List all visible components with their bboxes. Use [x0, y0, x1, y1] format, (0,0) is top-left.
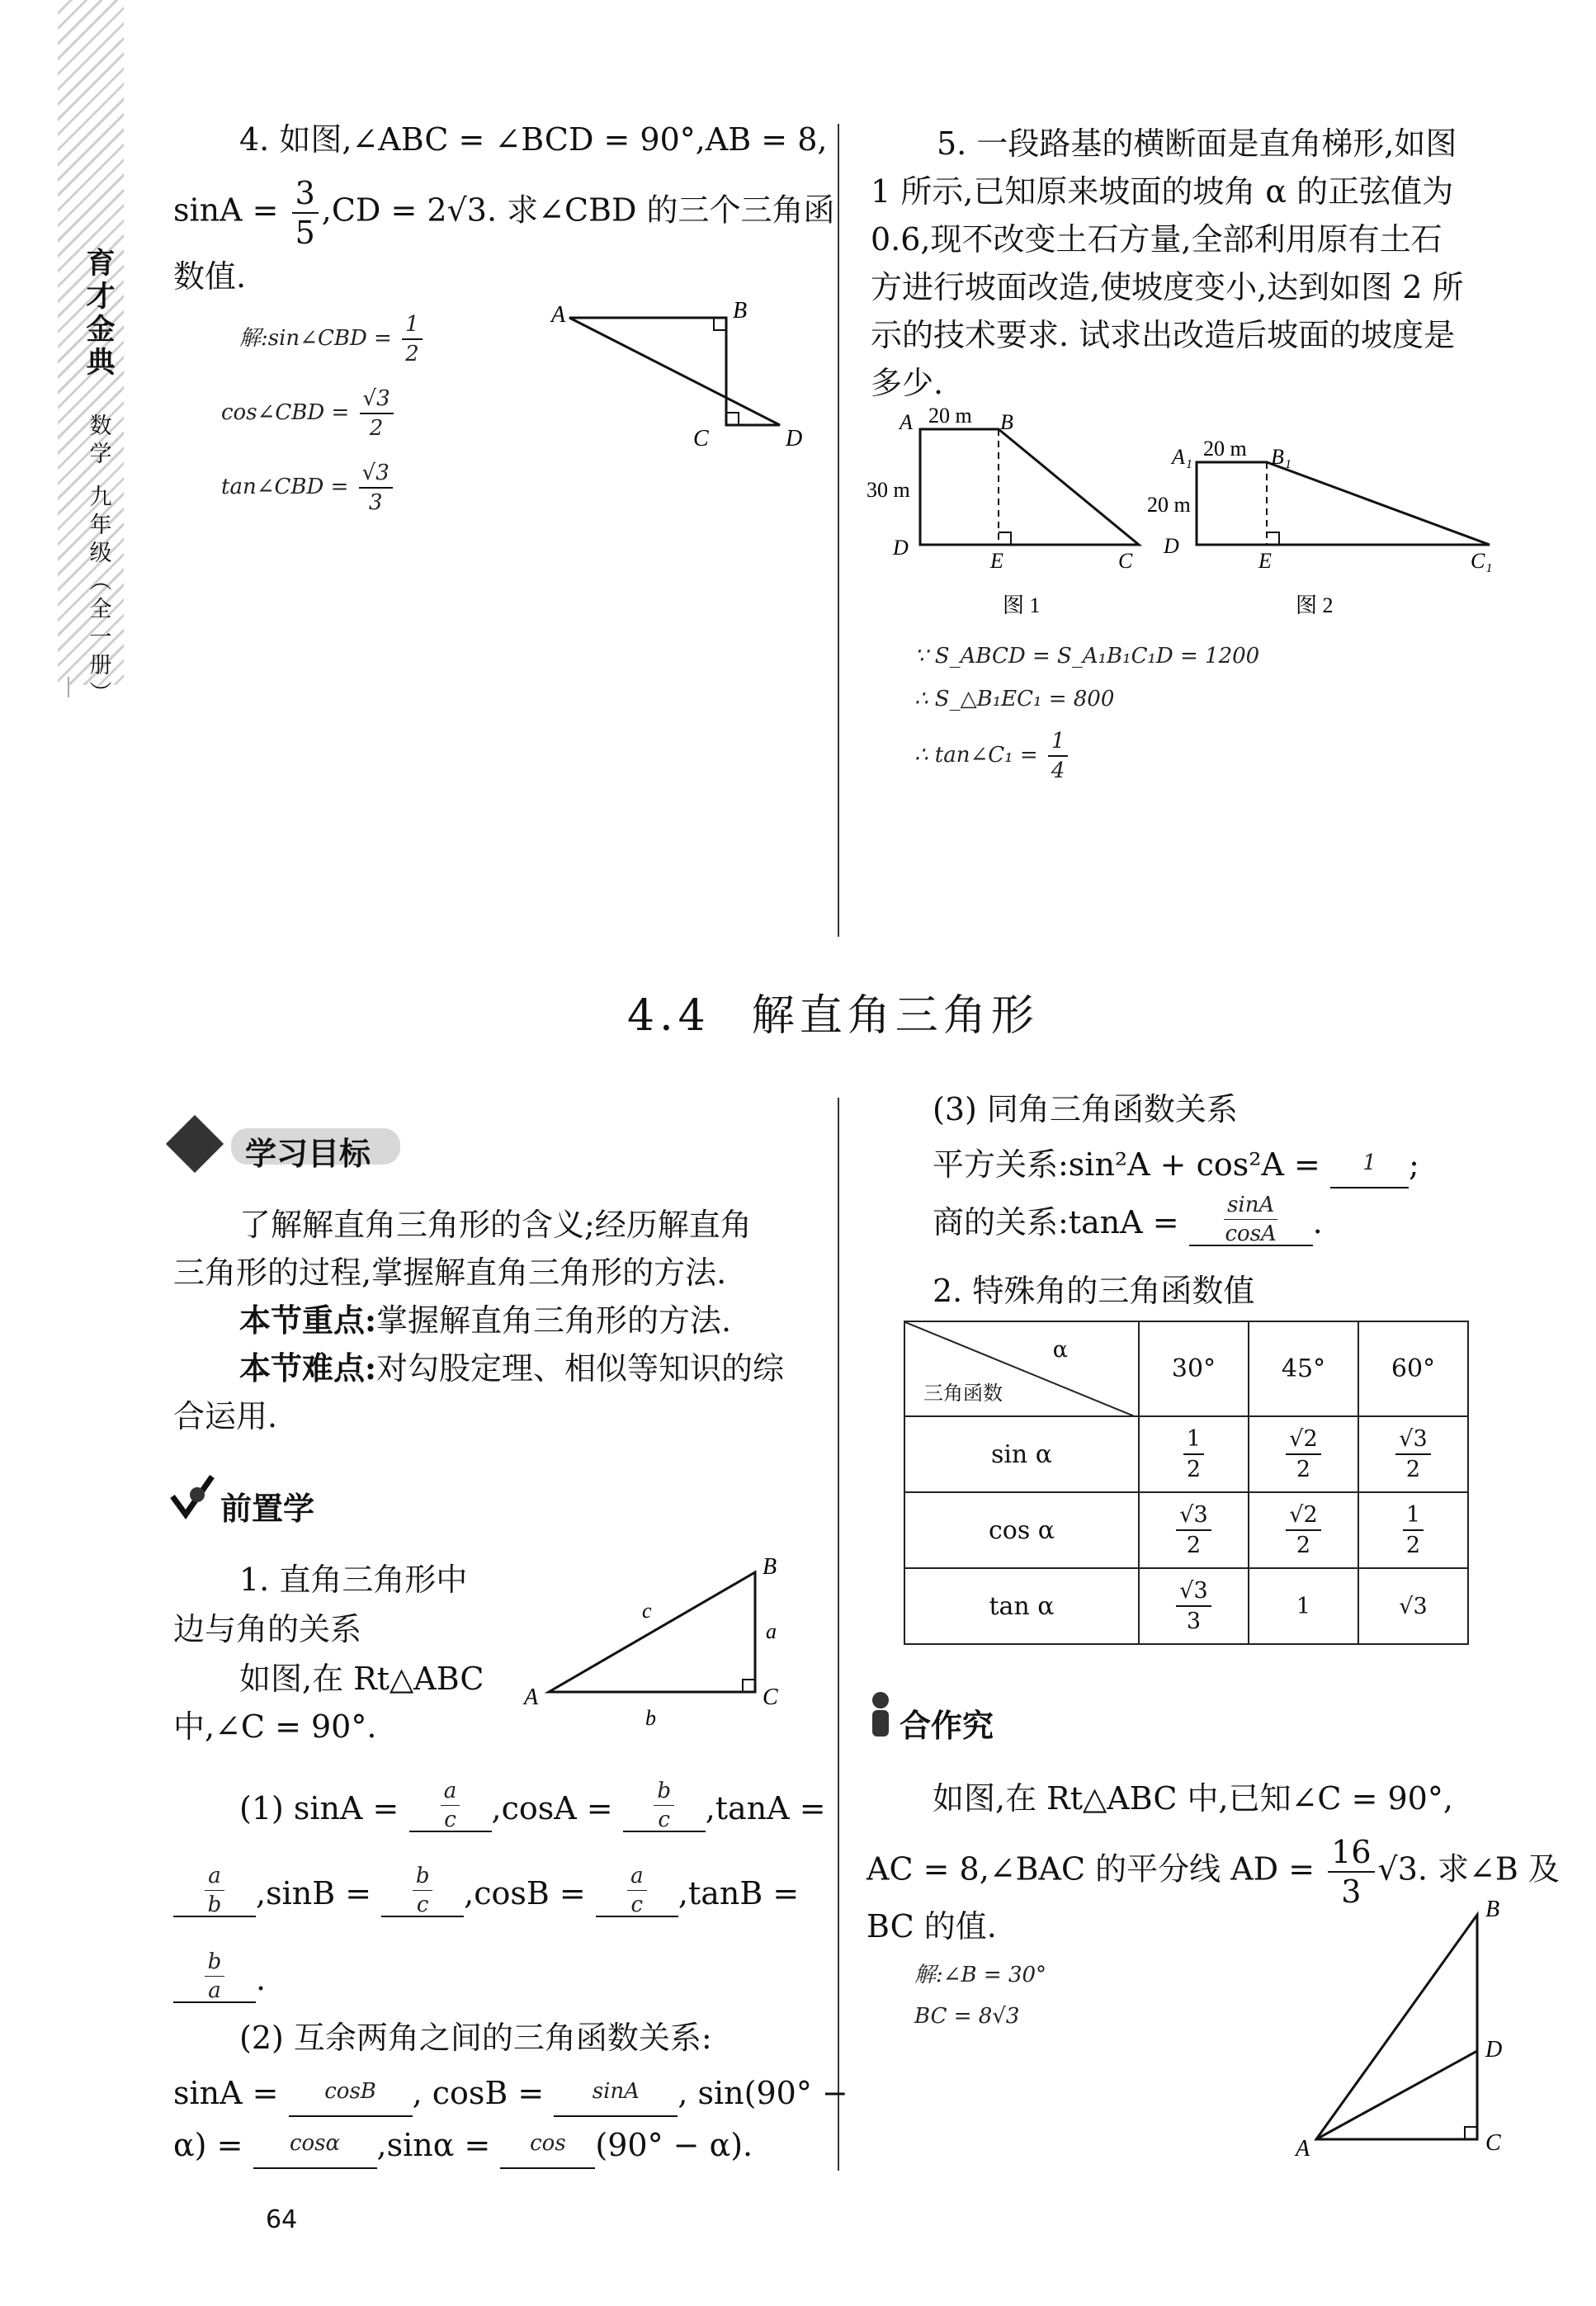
coop-line3: BC 的值.: [866, 1908, 997, 1945]
svg-text:c: c: [642, 1599, 652, 1623]
svg-text:b: b: [645, 1706, 656, 1729]
svg-text:B: B: [763, 1556, 777, 1580]
svg-text:A: A: [1296, 2136, 1310, 2162]
svg-text:D: D: [1164, 534, 1179, 558]
figure-2-caption: 图 2: [1296, 593, 1334, 617]
q4-sin-fraction: $\frac{3}{5}$: [292, 177, 319, 248]
angle-60: 60°: [1358, 1321, 1468, 1416]
pre-badge-label: 前置学: [220, 1491, 315, 1527]
goals-badge-label: 学习目标: [245, 1136, 371, 1172]
q5-figure-1: [866, 404, 1164, 627]
q5-answer-3: ∴ tan∠C₁ = $\frac{1}{4}$: [914, 730, 1071, 782]
svg-text:C: C: [763, 1685, 778, 1710]
pre-row2: $\frac{a}{b}$ ,sinB = $\frac{b}{c}$ ,cosB = $\frac{a}{c}$ ,tanB =: [173, 1864, 799, 1917]
q5-answer-1: ∵ S_ABCD = S_A₁B₁C₁D = 1200: [914, 644, 1260, 669]
pre-comp-line1: sinA = cosB , cosB = sinA , sin(90° −: [173, 2067, 848, 2117]
svg-text:B₁: B₁: [1271, 445, 1291, 469]
column-divider-bottom: [838, 1098, 839, 2171]
pre-badge: [169, 1465, 417, 1531]
q5-text: 5. 一段路基的横断面是直角梯形,如图 1 所示,已知原来坡面的坡角 α 的正弦值为 0.6,现不改变土石方量,全部利用原有土石 方进行坡面改造,使坡度变小,达到如图 2 所 示的技术要求. 试求出改造后坡面的坡度是 多少.: [871, 125, 1464, 401]
svg-text:C₁: C₁: [1471, 549, 1493, 573]
table-row: sin α $\frac{1}{2}$ $\frac{√2}{2}$ $\frac{√3}{2}$: [904, 1416, 1468, 1492]
q4-answer-2: cos∠CBD = $\frac{√3}{2}$: [221, 388, 397, 439]
svg-text:20 m: 20 m: [1147, 493, 1191, 517]
svg-text:A: A: [524, 1685, 539, 1710]
svg-text:20 m: 20 m: [1203, 437, 1247, 461]
table-header-cell: α 三角函数: [904, 1321, 1139, 1416]
sidebar-brand: 育 才 金 典: [86, 247, 116, 380]
column-divider-top: [838, 124, 839, 937]
special-angle-table: [904, 1321, 1469, 1645]
side-stripe-line: [68, 677, 69, 697]
pre-row3: $\frac{b}{a}$ .: [173, 1949, 266, 2003]
special-title: 2. 特殊角的三角函数值: [933, 1273, 1255, 1309]
svg-text:D: D: [1485, 2037, 1503, 2063]
angle-45: 45°: [1249, 1321, 1358, 1416]
q4-line3: 数值.: [173, 258, 247, 295]
coop-answer-1: 解:∠B = 30°: [914, 1963, 1047, 1987]
pre-comp-title: (2) 互余两角之间的三角函数关系:: [239, 2020, 712, 2056]
figure-1-caption: 图 1: [1003, 593, 1041, 617]
same-title: (3) 同角三角函数关系: [933, 1091, 1238, 1127]
same-square-relation: 平方关系:sin²A + cos²A = 1 ;: [933, 1139, 1419, 1188]
pre-comp-line2: α) = cosα ,sinα = cos (90° − α).: [173, 2119, 753, 2169]
coop-answer-2: BC = 8√3: [914, 2004, 1020, 2029]
svg-text:D: D: [893, 536, 909, 560]
q4-line2: sinA = $\frac{3}{5}$ ,CD = 2√3. 求∠CBD 的三个三角函: [173, 175, 835, 251]
coop-triangle-figure: [1287, 1898, 1535, 2171]
table-row: cos α $\frac{√3}{2}$ $\frac{√2}{2}$ $\frac{1}{2}$: [904, 1492, 1468, 1568]
coop-line2: AC = 8,∠BAC 的平分线 AD = $\frac{16}{3}$ √3. 求∠B 及: [866, 1834, 1560, 1910]
svg-text:E: E: [1258, 549, 1272, 573]
goals-text: 了解解直角三角形的含义;经历解直角 三角形的过程,掌握解直角三角形的方法. 本节重点:掌握解直角三角形的方法. 本节难点:对勾股定理、相似等知识的综 合运用.: [173, 1207, 785, 1434]
svg-text:A: A: [900, 410, 913, 434]
pre-intro1: 如图,在 Rt△ABC: [239, 1661, 484, 1697]
pre-intro2: 中,∠C = 90°.: [173, 1708, 377, 1745]
svg-text:30 m: 30 m: [866, 478, 910, 502]
page-number: 64: [266, 2205, 298, 2234]
q4-figure: [545, 297, 825, 454]
svg-text:a: a: [766, 1619, 777, 1643]
person-icon: [866, 1690, 895, 1740]
angle-30: 30°: [1139, 1321, 1249, 1416]
q4-answer-3: tan∠CBD = $\frac{√3}{3}$: [221, 462, 396, 513]
svg-text:E: E: [990, 549, 1003, 573]
q4-label-C: C: [693, 426, 709, 451]
svg-text:A₁: A₁: [1172, 445, 1192, 469]
pre-item1a: 1. 直角三角形中: [239, 1562, 468, 1598]
section-title: 4.4 解直角三角形: [627, 991, 1039, 1041]
q4-line1: 4. 如图,∠ABC = ∠BCD = 90°,AB = 8,: [239, 121, 828, 158]
svg-text:C: C: [1118, 549, 1133, 573]
q4-answer-1: 解:sin∠CBD = $\frac{1}{2}$: [239, 314, 426, 365]
svg-text:C: C: [1485, 2130, 1501, 2156]
table-row: tan α $\frac{√3}{3}$ 1 √3: [904, 1568, 1468, 1644]
checkmark-figure-icon: [169, 1473, 215, 1519]
same-quotient-relation: 商的关系:tanA = $\frac{\sin A}{\cos A}$ .: [933, 1193, 1323, 1246]
svg-text:B: B: [1485, 1898, 1500, 1922]
svg-text:20 m: 20 m: [928, 404, 972, 428]
q5-answer-2: ∴ S_△B₁EC₁ = 800: [914, 687, 1115, 711]
q4-label-A: A: [551, 302, 566, 328]
coop-badge-label: 合作究: [900, 1708, 994, 1744]
pre-row1: (1) sinA = $\frac{a}{c}$ ,cosA = $\frac{b}{c}$ ,tanA =: [239, 1779, 826, 1832]
q4-label-B: B: [733, 298, 748, 324]
coop-badge: [866, 1684, 1114, 1750]
svg-text:B: B: [1000, 410, 1013, 434]
pre-item1b: 边与角的关系: [173, 1611, 362, 1647]
goals-badge: [169, 1118, 441, 1176]
q4-label-D: D: [786, 426, 803, 451]
coop-line1: 如图,在 Rt△ABC 中,已知∠C = 90°,: [933, 1780, 1453, 1817]
pre-triangle-figure: [520, 1556, 792, 1729]
sidebar-meta: 数 学 九 年 级 ︵ 全 一 册 ︶: [89, 413, 112, 706]
cube-icon: [166, 1115, 224, 1173]
q5-figure-2: [1147, 429, 1510, 627]
